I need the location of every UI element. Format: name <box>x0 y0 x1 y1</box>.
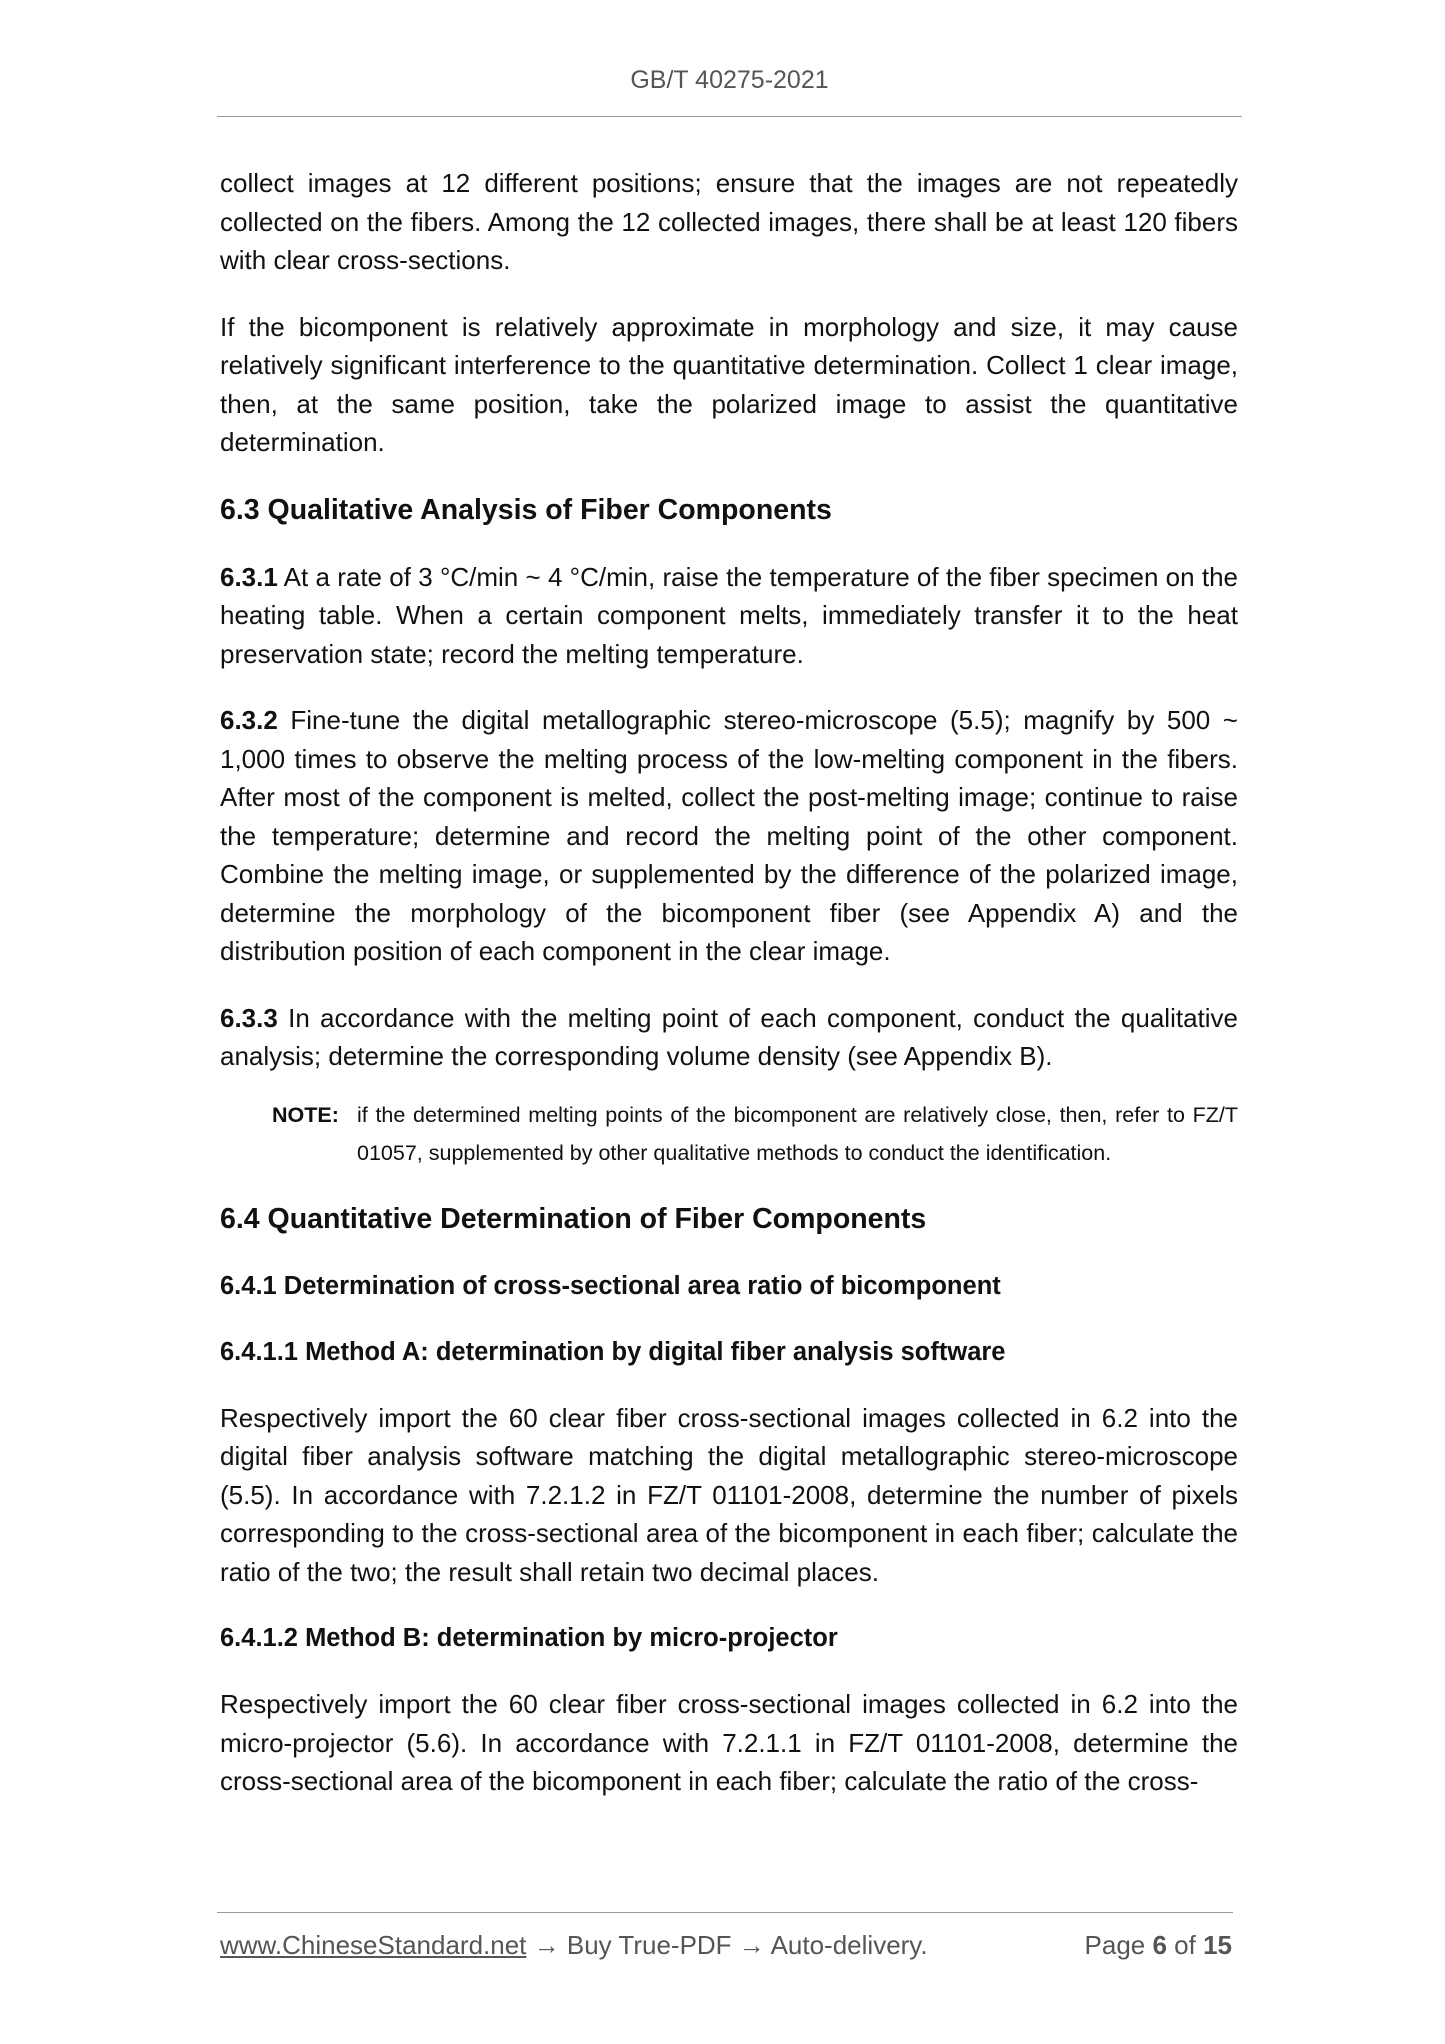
paragraph-method-a: Respectively import the 60 clear fiber cross-sectional images collected in 6.2 into the digital fiber analysis software matching the digital metallographic stereo-microscope (5.5). In accordance with 7.2.1.2 in FZ/T 01101-2008, determine the number of pixels corresponding to the cross-sectional area of the bicomponent in each fiber; calculate the ratio of the two; the result shall retain two decimal places. <box>220 1402 1238 1587</box>
page-word: Page <box>1084 1930 1153 1960</box>
heading-6-3: 6.3 Qualitative Analysis of Fiber Components <box>220 493 832 526</box>
clause-text: At a rate of 3 °C/min ~ 4 °C/min, raise the temperature of the fiber specimen on the heating table. When a certain component melts, immediately transfer it to the heat preservation state; record the melting temperature. <box>220 561 1238 669</box>
clause-6-3-2 <box>220 701 1238 971</box>
clause-number: 6.3.3 <box>220 1002 278 1033</box>
footer-tagline: → Buy True-PDF → Auto-delivery. <box>526 1930 928 1960</box>
note-text: if the determined melting points of the bicomponent are relatively close, then, refer to FZ/T 01057, supplemented by other qualitative methods to conduct the identification. <box>357 1102 1238 1165</box>
heading-6-4-1: 6.4.1 Determination of cross-sectional area ratio of bicomponent <box>220 1271 1001 1300</box>
footer-divider <box>217 1912 1233 1913</box>
document-header: GB/T 40275-2021 <box>630 66 829 94</box>
page-content <box>220 164 1238 1801</box>
paragraph-method-b: Respectively import the 60 clear fiber cross-sectional images collected in 6.2 into the micro-projector (5.6). In accordance with 7.2.1.1 in FZ/T 01101-2008, determine the cross-sectional area of the bicomponent in each fiber; calculate the ratio of the cross- <box>220 1689 1238 1796</box>
of-word: of <box>1166 1930 1204 1960</box>
paragraph-polarized-image: If the bicomponent is relatively approximate in morphology and size, it may cause relatively significant interference to the quantitative determination. Collect 1 clear image, then, at the same position, take the polarized image to assist the quantitative determination. <box>220 311 1238 457</box>
clause-text: In accordance with the melting point of each component, conduct the qualitative analysis; determine the corresponding volume density (see Appendix B). <box>220 1002 1238 1071</box>
clause-number: 6.3.2 <box>220 705 278 735</box>
website-link[interactable]: www.ChineseStandard.net <box>220 1930 527 1960</box>
clause-6-3-1 <box>220 558 1238 674</box>
clause-6-3-3 <box>220 999 1238 1076</box>
note-label: NOTE: <box>272 1102 339 1127</box>
clause-number: 6.3.1 <box>220 561 278 592</box>
note-block <box>272 1096 1238 1173</box>
heading-6-4: 6.4 Quantitative Determination of Fiber Components <box>220 1202 927 1235</box>
current-page-number: 6 <box>1152 1930 1167 1960</box>
clause-text: Fine-tune the digital metallographic stereo-microscope (5.5); magnify by 500 ~ 1,000 times to observe the melting process of the low-melting component in the fibers. After most of the component is melted, collect the post-melting image; continue to raise the temperature; determine and record the melting point of the other component. Combine the melting image, or supplemented by the difference of the polarized image, determine the morphology of the bicomponent fiber (see Appendix A) and the distribution position of each component in the clear image. <box>220 705 1238 966</box>
heading-6-4-1-1: 6.4.1.1 Method A: determination by digital fiber analysis software <box>220 1337 1006 1366</box>
paragraph-collect-images: collect images at 12 different positions; ensure that the images are not repeatedly collected on the fibers. Among the 12 collected images, there shall be at least 120 fibers with clear cross-sections. <box>220 168 1238 275</box>
header-divider <box>217 116 1242 117</box>
document-footer <box>220 1930 1232 1961</box>
heading-6-4-1-2: 6.4.1.2 Method B: determination by micro-projector <box>220 1624 838 1652</box>
total-page-count: 15 <box>1203 1930 1232 1960</box>
page-indicator <box>1085 1930 1232 1961</box>
